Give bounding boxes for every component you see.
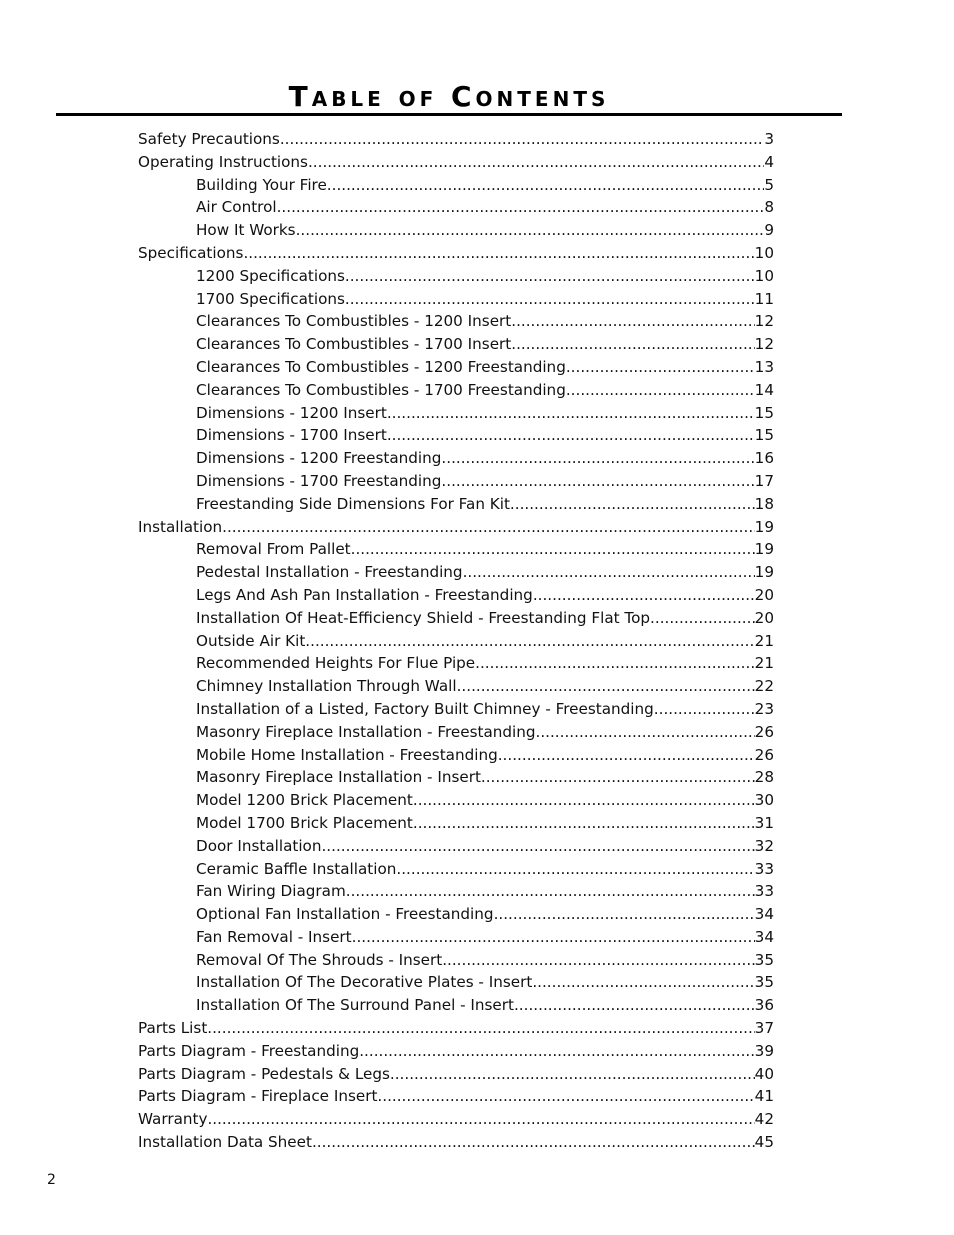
toc-entry[interactable] — [138, 926, 774, 949]
toc-leader-dots — [532, 971, 754, 994]
toc-entry[interactable] — [138, 1063, 774, 1086]
toc-entry-page: 45 — [754, 1133, 774, 1152]
toc-entry[interactable] — [138, 903, 774, 926]
toc-entry-page: 19 — [754, 540, 774, 559]
toc-entry-page: 9 — [764, 221, 774, 240]
toc-entry-page: 14 — [754, 380, 774, 399]
toc-entry-title: Recommended Heights For Flue Pipe — [196, 654, 476, 673]
toc-entry-title: Mobile Home Installation - Freestanding — [196, 745, 498, 764]
toc-entry-title: Model 1200 Brick Placement — [196, 791, 413, 810]
toc-leader-dots — [536, 721, 755, 744]
toc-entry-page: 42 — [754, 1110, 774, 1129]
toc-entry-title: Specifications — [138, 243, 244, 262]
toc-leader-dots — [511, 333, 754, 356]
toc-entry[interactable] — [138, 584, 774, 607]
toc-entry-title: Dimensions - 1700 Insert — [196, 426, 387, 445]
toc-entry[interactable] — [138, 766, 774, 789]
toc-entry-title: Warranty — [138, 1110, 208, 1129]
toc-entry-title: Dimensions - 1200 Insert — [196, 403, 387, 422]
toc-entry-title: Masonry Fireplace Installation - Freestanding — [196, 722, 536, 741]
toc-entry-title: Clearances To Combustibles - 1200 Insert — [196, 312, 512, 331]
toc-entry[interactable] — [138, 880, 774, 903]
toc-entry-title: 1200 Specifications — [196, 266, 345, 285]
toc-leader-dots — [243, 242, 754, 265]
toc-entry[interactable] — [138, 151, 774, 174]
toc-leader-dots — [387, 402, 755, 425]
toc-leader-dots — [352, 926, 755, 949]
toc-entry-title: Parts Diagram - Fireplace Insert — [138, 1087, 378, 1106]
toc-entry-page: 32 — [754, 836, 774, 855]
toc-entry-page: 26 — [754, 745, 774, 764]
toc-entry-page: 35 — [754, 950, 774, 969]
toc-entry[interactable] — [138, 630, 774, 653]
toc-entry[interactable] — [138, 538, 774, 561]
toc-entry-page: 34 — [754, 905, 774, 924]
toc-entry[interactable] — [138, 812, 774, 835]
toc-entry-page: 36 — [754, 996, 774, 1015]
toc-leader-dots — [510, 493, 755, 516]
toc-leader-dots — [442, 949, 754, 972]
toc-leader-dots — [654, 698, 755, 721]
toc-entry-page: 19 — [754, 517, 774, 536]
toc-entry-page: 41 — [754, 1087, 774, 1106]
toc-entry[interactable] — [138, 379, 774, 402]
toc-leader-dots — [359, 1040, 754, 1063]
toc-entry[interactable] — [138, 447, 774, 470]
toc-entry-page: 20 — [754, 585, 774, 604]
toc-entry-page: 17 — [754, 471, 774, 490]
toc-entry-title: Installation Of The Decorative Plates - Insert — [196, 973, 533, 992]
toc-entry-title: Pedestal Installation - Freestanding — [196, 563, 463, 582]
toc-entry[interactable] — [138, 288, 774, 311]
toc-entry-page: 40 — [754, 1064, 774, 1083]
toc-entry-title: Installation Of The Surround Panel - Insert — [196, 996, 514, 1015]
toc-leader-dots — [413, 812, 755, 835]
toc-entry-page: 31 — [754, 813, 774, 832]
toc-entry[interactable] — [138, 470, 774, 493]
toc-leader-dots — [327, 174, 765, 197]
toc-entry-title: Dimensions - 1200 Freestanding — [196, 449, 442, 468]
toc-entry[interactable] — [138, 858, 774, 881]
toc-entry[interactable] — [138, 219, 774, 242]
toc-entry[interactable] — [138, 493, 774, 516]
toc-entry[interactable] — [138, 607, 774, 630]
toc-entry-title: Parts List — [138, 1019, 208, 1038]
toc-entry-title: Installation of a Listed, Factory Built Chimney - Freestanding — [196, 699, 654, 718]
toc-entry-title: Removal From Pallet — [196, 540, 351, 559]
toc-leader-dots — [345, 265, 755, 288]
toc-entry-page: 8 — [764, 198, 774, 217]
toc-entry-title: Ceramic Baffle Installation — [196, 859, 397, 878]
toc-entry-title: Installation Data Sheet — [138, 1133, 312, 1152]
toc-entry[interactable] — [138, 1085, 774, 1108]
toc-leader-dots — [222, 516, 755, 539]
toc-entry-title: Optional Fan Installation - Freestanding — [196, 905, 494, 924]
toc-entry-title: Masonry Fireplace Installation - Insert — [196, 768, 481, 787]
toc-entry-page: 19 — [754, 563, 774, 582]
toc-leader-dots — [481, 766, 755, 789]
toc-entry-title: Parts Diagram - Pedestals & Legs — [138, 1064, 390, 1083]
toc-entry[interactable] — [138, 265, 774, 288]
toc-entry[interactable] — [138, 949, 774, 972]
toc-entry-page: 13 — [754, 357, 774, 376]
toc-leader-dots — [566, 379, 755, 402]
toc-entry-page: 33 — [754, 882, 774, 901]
toc-leader-dots — [207, 1108, 754, 1131]
toc-entry-title: Safety Precautions — [138, 130, 280, 148]
toc-leader-dots — [494, 903, 755, 926]
toc-entry-title: Building Your Fire — [196, 175, 327, 194]
toc-entry[interactable] — [138, 652, 774, 675]
toc-entry[interactable] — [138, 971, 774, 994]
toc-entry-title: Door Installation — [196, 836, 322, 855]
toc-entry-page: 15 — [754, 403, 774, 422]
toc-leader-dots — [308, 151, 764, 174]
toc-entry-page: 37 — [754, 1019, 774, 1038]
toc-entry-page: 39 — [754, 1041, 774, 1060]
toc-entry-title: Outside Air Kit — [196, 631, 306, 650]
toc-entry-title: How It Works — [196, 221, 296, 240]
toc-entry-page: 12 — [754, 335, 774, 354]
page-title: Table of Contents — [288, 80, 610, 113]
toc-leader-dots — [511, 310, 754, 333]
toc-leader-dots — [345, 288, 755, 311]
toc-leader-dots — [475, 652, 755, 675]
toc-entry-page: 23 — [754, 699, 774, 718]
toc-entry[interactable] — [138, 196, 774, 219]
toc-entry-page: 22 — [754, 677, 774, 696]
toc-leader-dots — [305, 630, 754, 653]
toc-leader-dots — [566, 356, 755, 379]
toc-leader-dots — [387, 424, 755, 447]
title-rule — [56, 113, 842, 116]
toc-entry[interactable] — [138, 1108, 774, 1131]
toc-leader-dots — [377, 1085, 754, 1108]
toc-leader-dots — [396, 858, 754, 881]
toc-entry[interactable] — [138, 835, 774, 858]
toc-entry-title: 1700 Specifications — [196, 289, 345, 308]
toc-entry[interactable] — [138, 174, 774, 197]
toc-entry-page: 10 — [754, 266, 774, 285]
toc-leader-dots — [277, 196, 765, 219]
toc-leader-dots — [280, 128, 764, 151]
toc-leader-dots — [533, 584, 755, 607]
toc-entry-page: 16 — [754, 449, 774, 468]
toc-entry-title: Chimney Installation Through Wall — [196, 677, 457, 696]
toc-entry[interactable] — [138, 356, 774, 379]
toc-entry-page: 21 — [754, 654, 774, 673]
toc-entry[interactable] — [138, 675, 774, 698]
table-of-contents — [138, 128, 774, 1154]
toc-entry-page: 28 — [754, 768, 774, 787]
toc-leader-dots — [296, 219, 765, 242]
toc-entry-page: 10 — [754, 243, 774, 262]
toc-entry-title: Dimensions - 1700 Freestanding — [196, 471, 442, 490]
toc-entry[interactable] — [138, 994, 774, 1017]
toc-entry-page: 11 — [754, 289, 774, 308]
toc-entry-title: Air Control — [196, 198, 277, 217]
toc-entry[interactable] — [138, 242, 774, 265]
toc-leader-dots — [321, 835, 754, 858]
toc-entry[interactable] — [138, 424, 774, 447]
toc-entry-page: 12 — [754, 312, 774, 331]
toc-entry-page: 20 — [754, 608, 774, 627]
toc-entry[interactable] — [138, 402, 774, 425]
toc-entry-page: 21 — [754, 631, 774, 650]
toc-leader-dots — [351, 538, 755, 561]
toc-entry[interactable] — [138, 128, 774, 151]
toc-entry-page: 34 — [754, 927, 774, 946]
toc-leader-dots — [346, 880, 755, 903]
toc-leader-dots — [207, 1017, 754, 1040]
toc-entry-title: Fan Wiring Diagram — [196, 882, 346, 901]
toc-entry-page: 26 — [754, 722, 774, 741]
toc-leader-dots — [413, 789, 755, 812]
toc-leader-dots — [441, 470, 754, 493]
toc-entry[interactable] — [138, 516, 774, 539]
toc-leader-dots — [457, 675, 755, 698]
toc-entry-title: Clearances To Combustibles - 1700 Freestanding — [196, 380, 566, 399]
toc-entry-page: 15 — [754, 426, 774, 445]
toc-leader-dots — [498, 744, 755, 767]
toc-leader-dots — [441, 447, 754, 470]
toc-entry-title: Parts Diagram - Freestanding — [138, 1041, 360, 1060]
toc-entry[interactable] — [138, 698, 774, 721]
toc-leader-dots — [463, 561, 755, 584]
toc-leader-dots — [650, 607, 755, 630]
toc-entry[interactable] — [138, 744, 774, 767]
toc-entry[interactable] — [138, 310, 774, 333]
toc-entry[interactable] — [138, 333, 774, 356]
toc-leader-dots — [312, 1131, 755, 1154]
toc-entry-page: 35 — [754, 973, 774, 992]
toc-entry-page: 5 — [764, 175, 774, 194]
toc-entry[interactable] — [138, 1131, 774, 1154]
toc-entry-title: Model 1700 Brick Placement — [196, 813, 413, 832]
toc-entry-page: 3 — [764, 130, 774, 148]
toc-entry-page: 33 — [754, 859, 774, 878]
toc-entry-title: Removal Of The Shrouds - Insert — [196, 950, 443, 969]
toc-entry-page: 30 — [754, 791, 774, 810]
toc-entry-page: 4 — [764, 152, 774, 171]
toc-entry[interactable] — [138, 561, 774, 584]
toc-entry-title: Freestanding Side Dimensions For Fan Kit — [196, 494, 510, 513]
toc-entry-title: Operating Instructions — [138, 152, 308, 171]
toc-entry[interactable] — [138, 1040, 774, 1063]
toc-entry-title: Clearances To Combustibles - 1200 Freestanding — [196, 357, 566, 376]
toc-entry-title: Clearances To Combustibles - 1700 Insert — [196, 335, 512, 354]
toc-leader-dots — [514, 994, 755, 1017]
toc-entry-title: Installation Of Heat-Efficiency Shield - Freestanding Flat Top — [196, 608, 651, 627]
toc-entry-title: Fan Removal - Insert — [196, 927, 352, 946]
toc-entry[interactable] — [138, 1017, 774, 1040]
toc-entry-page: 18 — [754, 494, 774, 513]
toc-entry-title: Legs And Ash Pan Installation - Freestanding — [196, 585, 533, 604]
toc-entry-title: Installation — [138, 517, 223, 536]
toc-leader-dots — [390, 1063, 755, 1086]
page-number: 2 — [47, 1172, 56, 1188]
toc-entry[interactable] — [138, 721, 774, 744]
toc-entry[interactable] — [138, 789, 774, 812]
